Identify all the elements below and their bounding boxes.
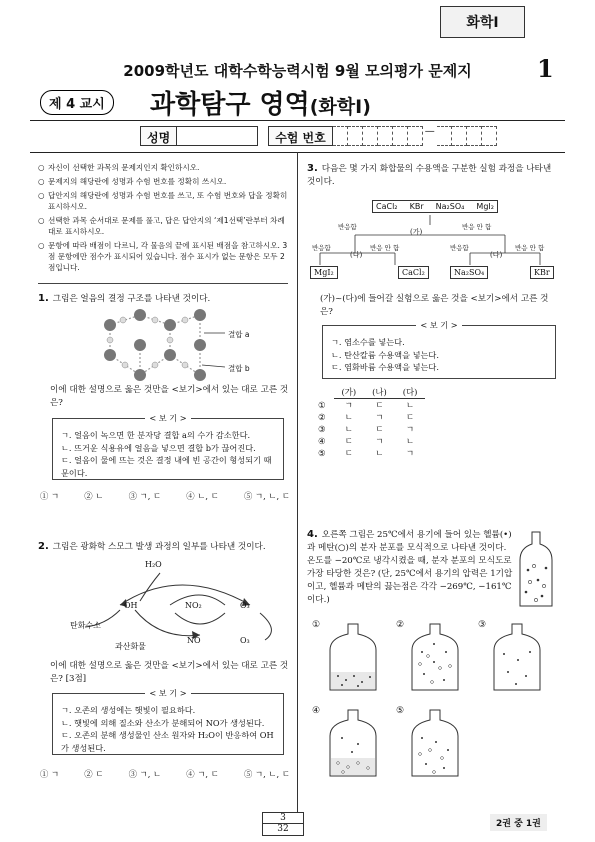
option-label[interactable]: ④ xyxy=(312,706,321,716)
instruction-rule xyxy=(38,283,288,284)
exam-no-cell[interactable] xyxy=(482,126,497,146)
o3-label-bottom: O₃ xyxy=(240,636,250,645)
flask-option-1 xyxy=(328,622,378,692)
bogi-title: < 보 기 > xyxy=(145,688,190,698)
exam-no-cell[interactable] xyxy=(363,126,378,146)
result-box: MgI₂ xyxy=(310,266,338,279)
table-header-row: (가) (나) (다) xyxy=(310,386,425,399)
instruction-item: ○ 자신이 선택한 과목의 문제지인지 확인하시오. xyxy=(38,163,200,172)
o3-label-top: O₃ xyxy=(240,601,250,610)
area-subject: (화학Ⅰ) xyxy=(309,96,371,118)
q1-stem: 1. 그림은 얼음의 결정 구조를 나타낸 것이다. xyxy=(38,293,211,304)
header-rule xyxy=(30,120,565,121)
exam-no-label: 수험 번호 xyxy=(268,126,333,146)
bogi-item: ㄴ. 햇빛에 의해 질소와 산소가 분해되어 NO가 생성된다. xyxy=(61,717,265,728)
choice-option[interactable]: ② ㄴ xyxy=(84,491,104,501)
choice-option[interactable]: ⑤ ㄱ, ㄴ, ㄷ xyxy=(244,491,290,501)
smog-cycle-diagram xyxy=(60,555,290,655)
da-node: (다) xyxy=(490,251,503,259)
bogi-item: ㄷ. 염화바륨 수용액을 넣는다. xyxy=(331,362,439,372)
bogi-item: ㄱ. 염소수를 넣는다. xyxy=(331,337,405,347)
area-title xyxy=(150,84,371,121)
instruction-item: ○ 문제지의 해당란에 성명과 수험 번호를 정확히 쓰시오. xyxy=(38,177,227,186)
choice-option[interactable]: ① ㄱ xyxy=(40,769,60,779)
q2-bogi-box xyxy=(52,688,284,755)
result-box: CaCl₂ xyxy=(398,266,429,279)
exam-no-cell[interactable] xyxy=(333,126,348,146)
bond-b-label: 결합 b xyxy=(228,364,250,373)
area-name: 과학탐구 영역 xyxy=(150,90,310,120)
reference-flask xyxy=(518,530,554,610)
q3-question: (가)~(다)에 들어갈 실험으로 옳은 것을 <보기>에서 고른 것은? xyxy=(320,294,549,317)
q4-stem: 4. 오른쪽 그림은 25℃에서 용기에 들어 있는 헬륨(•)과 메탄(○)의 분자 분포를 모식적으로 나타낸 것이다. 온도를 −20℃로 냉각시켰을 때, 분자 분포의 모식도로 가장 타당한 것은? (단, 25℃에서 용기의 압력은 1기압이고, 헬륨과 메탄의 끓는점은 각각 −269℃, −161℃이다.) xyxy=(307,529,513,605)
table-row[interactable]: ⑤ ㄷ ㄴ ㄱ xyxy=(318,448,415,458)
noreact-label: 반응 안 함 xyxy=(515,244,545,252)
bogi-title: < 보 기 > xyxy=(416,320,461,330)
option-label[interactable]: ① xyxy=(312,620,321,630)
flask-option-4 xyxy=(328,708,378,778)
table-row[interactable]: ② ㄴ ㄱ ㄷ xyxy=(318,412,415,422)
footer-page-box xyxy=(262,812,304,836)
q2-question: 이에 대한 설명으로 옳은 것만을 <보기>에서 있는 대로 고른 것은? [3점] xyxy=(50,661,289,684)
react-label: 반응함 xyxy=(338,223,357,231)
no-label: NO xyxy=(187,636,201,645)
q1-choices xyxy=(40,490,290,502)
page-number: 1 xyxy=(537,54,554,83)
flask-option-5 xyxy=(410,708,460,778)
subject-box: 화학Ⅰ xyxy=(440,6,525,38)
bogi-item: ㄴ. 탄산칼륨 수용액을 넣는다. xyxy=(331,349,439,360)
q3-stem: 3. 다음은 몇 가지 화합물의 수용액을 구분한 실험 과정을 나타낸 것이다. xyxy=(307,163,552,187)
footer-page-current: 3 xyxy=(280,813,286,823)
ga-node: (가) xyxy=(410,228,423,236)
choice-option[interactable]: ② ㄷ xyxy=(84,769,104,779)
footer-volume: 2권 중 1권 xyxy=(490,814,547,831)
noreact-label: 반응 안 함 xyxy=(370,244,400,252)
instruction-item: ○ 선택한 과목 순서대로 문제를 풀고, 답은 답안지의 ‘제1선택’란부터 차례대로 표시하시오. xyxy=(38,216,285,236)
table-row[interactable]: ① ㄱ ㄷ ㄴ xyxy=(318,399,415,410)
instruction-item: ○ 문항에 따라 배점이 다르니, 각 물음의 끝에 표시된 배점을 참고하시오. 3점 문항에만 점수가 표시되어 있습니다. 점수 표시가 없는 문항은 모두 2점입니다. xyxy=(38,241,288,272)
exam-no-cell[interactable] xyxy=(393,126,408,146)
bogi-item: ㄱ. 오존의 생성에는 햇빛이 필요하다. xyxy=(61,705,196,715)
exam-no-cell[interactable] xyxy=(408,126,423,146)
noreact-label: 반응 안 함 xyxy=(462,223,492,231)
exam-no-cell[interactable] xyxy=(467,126,482,146)
name-label: 성명 xyxy=(140,126,177,146)
period-badge: 제 4 교시 xyxy=(40,90,114,115)
hydrocarbon-label: 탄화수소 xyxy=(70,621,101,630)
bogi-item: ㄱ. 얼음이 녹으면 한 분자당 결합 a의 수가 감소한다. xyxy=(61,430,251,440)
column-divider xyxy=(297,152,298,812)
choice-option[interactable]: ④ ㄱ, ㄷ xyxy=(186,769,219,779)
option-label[interactable]: ⑤ xyxy=(396,706,405,716)
bogi-item: ㄴ. 뜨거운 식용유에 얼음을 넣으면 결합 b가 끊어진다. xyxy=(61,442,256,453)
q1-bogi-box xyxy=(52,413,284,480)
q3-bogi-box xyxy=(322,320,556,379)
choice-option[interactable]: ④ ㄴ, ㄷ xyxy=(186,491,219,501)
exam-no-cell[interactable] xyxy=(452,126,467,146)
react-label: 반응함 xyxy=(450,244,469,252)
table-row[interactable]: ④ ㄷ ㄱ ㄴ xyxy=(318,436,415,446)
result-box: Na₂SO₄ xyxy=(450,266,488,279)
flask-option-2 xyxy=(410,622,460,692)
instruction-item: ○ 답안지의 해당란에 성명과 수험 번호를 쓰고, 또 수험 번호와 답을 정확히 표시하시오. xyxy=(38,191,288,211)
footer-page-total: 32 xyxy=(263,823,303,834)
q1-question: 이에 대한 설명으로 옳은 것만을 <보기>에서 있는 대로 고른 것은? xyxy=(50,385,289,408)
bond-a-label: 결합 a xyxy=(228,330,250,339)
name-field[interactable] xyxy=(177,126,258,146)
na-node: (나) xyxy=(350,251,363,259)
no2-label: NO₂ xyxy=(185,601,202,610)
flask-option-3 xyxy=(492,622,542,692)
oh-label: OH xyxy=(124,601,138,610)
instructions xyxy=(38,162,288,276)
q2-choices xyxy=(40,768,290,780)
bogi-item: ㄷ. 얼음이 물에 뜨는 것은 결정 내에 빈 공간이 형성되기 때문이다. xyxy=(61,455,272,478)
choice-option[interactable]: ⑤ ㄱ, ㄴ, ㄷ xyxy=(244,769,290,779)
q3-answer-table xyxy=(310,386,425,459)
h2o-label: H₂O xyxy=(145,560,162,569)
exam-no-cell[interactable] xyxy=(348,126,363,146)
choice-option[interactable]: ③ ㄱ, ㄴ xyxy=(128,769,162,779)
choice-option[interactable]: ① ㄱ xyxy=(40,491,60,501)
option-label[interactable]: ② xyxy=(396,620,405,630)
q3-compound-box: CaCl₂ KBr Na₂SO₄ MgI₂ xyxy=(372,200,498,213)
exam-no-cell[interactable] xyxy=(378,126,393,146)
exam-no-cell[interactable] xyxy=(437,126,452,146)
bogi-item: ㄷ. 오존의 분해 생성물인 산소 원자와 H₂O이 반응하여 OH가 생성된다. xyxy=(61,730,274,753)
result-box: KBr xyxy=(530,266,554,279)
q2-stem: 2. 그림은 광화학 스모그 발생 과정의 일부를 나타낸 것이다. xyxy=(38,541,266,552)
exam-no-dash: — xyxy=(424,126,435,137)
react-label: 반응함 xyxy=(312,244,331,252)
choice-option[interactable]: ③ ㄱ, ㄷ xyxy=(128,491,162,501)
exam-title: 2009학년도 대학수학능력시험 9월 모의평가 문제지 xyxy=(123,62,472,80)
peroxide-label: 과산화물 xyxy=(115,642,146,651)
table-row[interactable]: ③ ㄴ ㄷ ㄱ xyxy=(318,424,415,434)
name-exam-row xyxy=(140,126,497,146)
option-label[interactable]: ③ xyxy=(478,620,487,630)
bogi-title: < 보 기 > xyxy=(145,413,190,423)
